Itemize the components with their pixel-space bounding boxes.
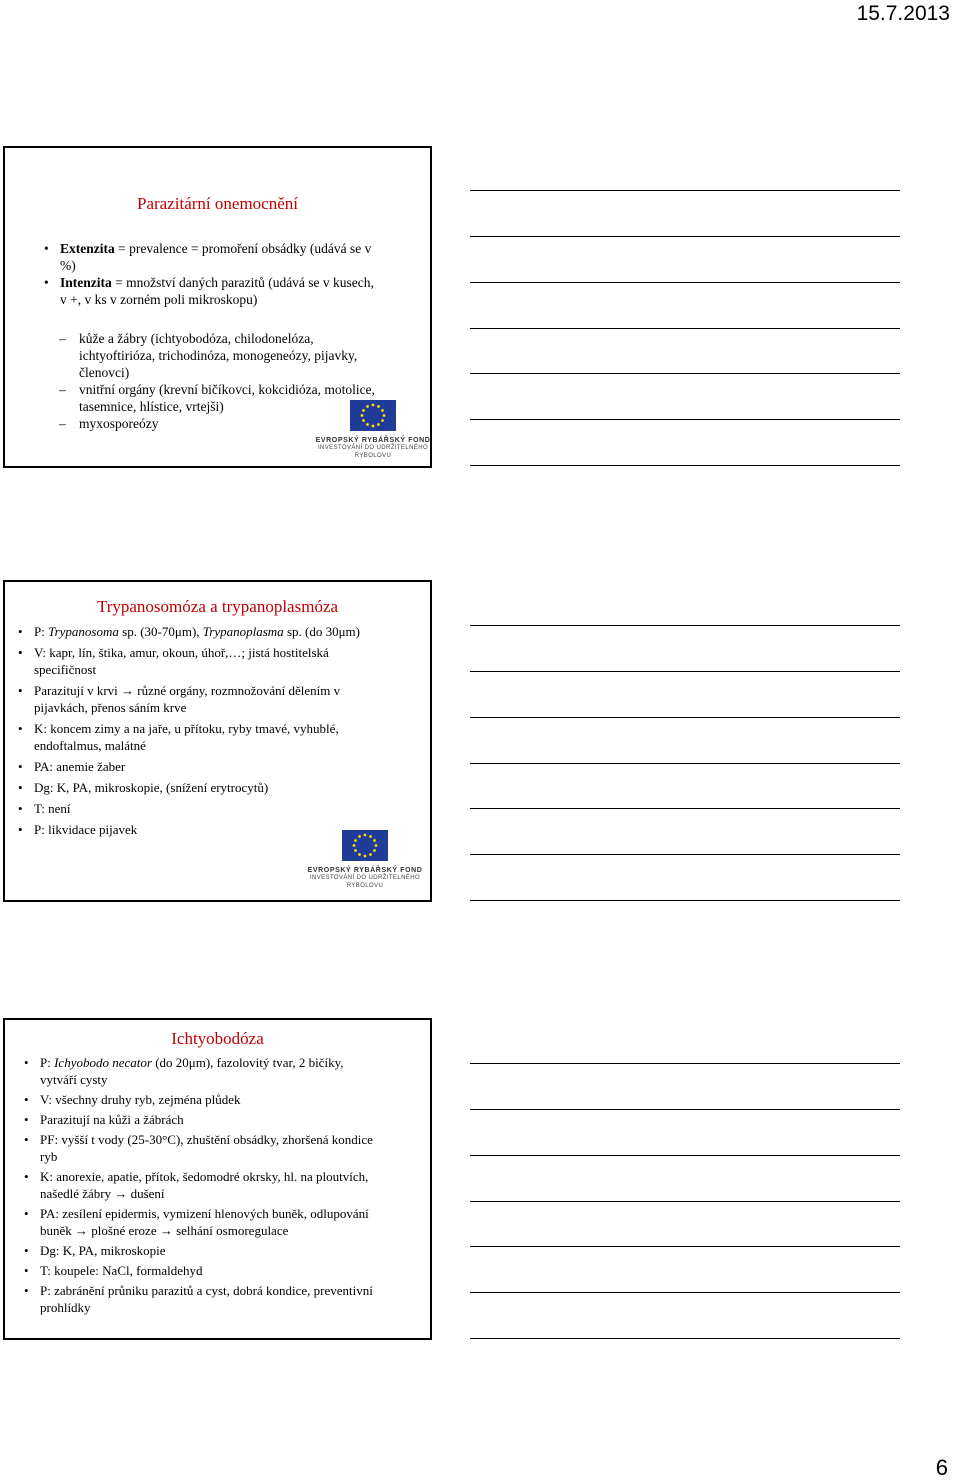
note-line bbox=[470, 900, 900, 901]
bullet-list bbox=[17, 623, 427, 838]
bullet-item: • PF: vyšší t vody (25-30°C), zhuštění obsádky, zhoršená kondice ryb bbox=[23, 1131, 431, 1165]
slide-title: Parazitární onemocnění bbox=[137, 194, 298, 213]
bullet-item: • T: koupele: NaCl, formaldehyd bbox=[23, 1262, 431, 1279]
note-line bbox=[470, 671, 900, 672]
bullet-list bbox=[43, 240, 423, 308]
note-line bbox=[470, 1292, 900, 1293]
logo-title: EVROPSKÝ RYBÁŘSKÝ FOND bbox=[315, 437, 431, 444]
note-line bbox=[470, 1246, 900, 1247]
bullet-item: • P: Trypanosoma sp. (30-70μm), Trypanoplasma sp. (do 30μm) bbox=[17, 623, 427, 640]
note-line bbox=[470, 1201, 900, 1202]
note-line bbox=[470, 625, 900, 626]
bullet-item: • PA: zesílení epidermis, vymizení hlenových buněk, odlupování buněk → plošné eroze → selhání osmoregulace bbox=[23, 1205, 431, 1239]
note-line bbox=[470, 763, 900, 764]
bullet-item: • PA: anemie žaber bbox=[17, 758, 427, 775]
slide-2 bbox=[3, 580, 432, 902]
logo-subtitle: INVESTOVÁNÍ DO UDRŽITELNÉHO bbox=[317, 445, 429, 451]
bullet-item: • V: kapr, lín, štika, amur, okoun, úhoř,…; jistá hostitelská specifičnost bbox=[17, 644, 427, 678]
note-line bbox=[470, 282, 900, 283]
sub-item: – kůže a žábry (ichtyobodóza, chilodonelóza, ichtyoftirióza, trichodinóza, monogeneózy, pijavky, členovci) bbox=[47, 330, 407, 381]
bullet-item: • Intenzita = množství daných parazitů (udává se v kusech, v +, v ks v zorném poli mikroskopu) bbox=[43, 274, 423, 308]
bullet-item: • Extenzita = prevalence = promoření obsádky (udává se v %) bbox=[43, 240, 423, 274]
logo-subtitle: RYBOLOVU bbox=[354, 453, 392, 459]
note-line bbox=[470, 328, 900, 329]
note-line bbox=[470, 373, 900, 374]
header-date: 15.7.2013 bbox=[856, 2, 950, 25]
sub-item: – vnitřní orgány (krevní bičíkovci, kokcidióza, motolice, tasemnice, hlístice, vrtejši) bbox=[47, 381, 407, 415]
sub-item: – myxosporeózy bbox=[47, 415, 407, 432]
page-number: 6 bbox=[935, 1455, 948, 1480]
note-line bbox=[470, 1109, 900, 1110]
eu-fund-logo bbox=[305, 830, 425, 890]
note-line bbox=[470, 1338, 900, 1339]
logo-title: EVROPSKÝ RYBÁŘSKÝ FOND bbox=[307, 867, 423, 874]
eu-flag-icon bbox=[342, 830, 388, 861]
note-line bbox=[470, 808, 900, 809]
slide-3 bbox=[3, 1018, 432, 1340]
slide-1 bbox=[3, 146, 432, 468]
bullet-item: • Dg: K, PA, mikroskopie bbox=[23, 1242, 431, 1259]
note-line bbox=[470, 717, 900, 718]
bullet-item: • Parazitují na kůži a žábrách bbox=[23, 1111, 431, 1128]
eu-fund-logo bbox=[313, 400, 433, 460]
slide-title: Trypanosomóza a trypanoplasmóza bbox=[96, 597, 339, 616]
eu-flag-icon bbox=[350, 400, 396, 431]
bullet-item: • Parazitují v krvi → různé orgány, rozmnožování dělením v pijavkách, přenos sáním krve bbox=[17, 682, 427, 716]
slide-title: Ichtyobodóza bbox=[171, 1029, 264, 1048]
bullet-item: • T: není bbox=[17, 800, 427, 817]
bullet-item: • P: likvidace pijavek bbox=[17, 821, 427, 838]
note-line bbox=[470, 236, 900, 237]
bullet-item: • K: koncem zimy a na jaře, u přítoku, ryby tmavé, vyhublé, endoftalmus, malátné bbox=[17, 720, 427, 754]
note-line bbox=[470, 419, 900, 420]
note-line bbox=[470, 465, 900, 466]
note-line bbox=[470, 190, 900, 191]
logo-subtitle: INVESTOVÁNÍ DO UDRŽITELNÉHO bbox=[309, 875, 421, 881]
bullet-list bbox=[23, 1054, 431, 1316]
logo-subtitle: RYBOLOVU bbox=[346, 883, 384, 889]
bullet-item: • Dg: K, PA, mikroskopie, (snížení erytrocytů) bbox=[17, 779, 427, 796]
bullet-item: • P: zabránění průniku parazitů a cyst, dobrá kondice, preventivní prohlídky bbox=[23, 1282, 431, 1316]
bullet-item: • K: anorexie, apatie, přítok, šedomodré okrsky, hl. na ploutvích, našedlé žábry → dušení bbox=[23, 1168, 431, 1202]
bullet-item: • P: Ichyobodo necator (do 20μm), fazolovitý tvar, 2 bičíky, vytváří cysty bbox=[23, 1054, 431, 1088]
note-line bbox=[470, 1155, 900, 1156]
bullet-item: • V: všechny druhy ryb, zejména plůdek bbox=[23, 1091, 431, 1108]
note-line bbox=[470, 1063, 900, 1064]
note-line bbox=[470, 854, 900, 855]
